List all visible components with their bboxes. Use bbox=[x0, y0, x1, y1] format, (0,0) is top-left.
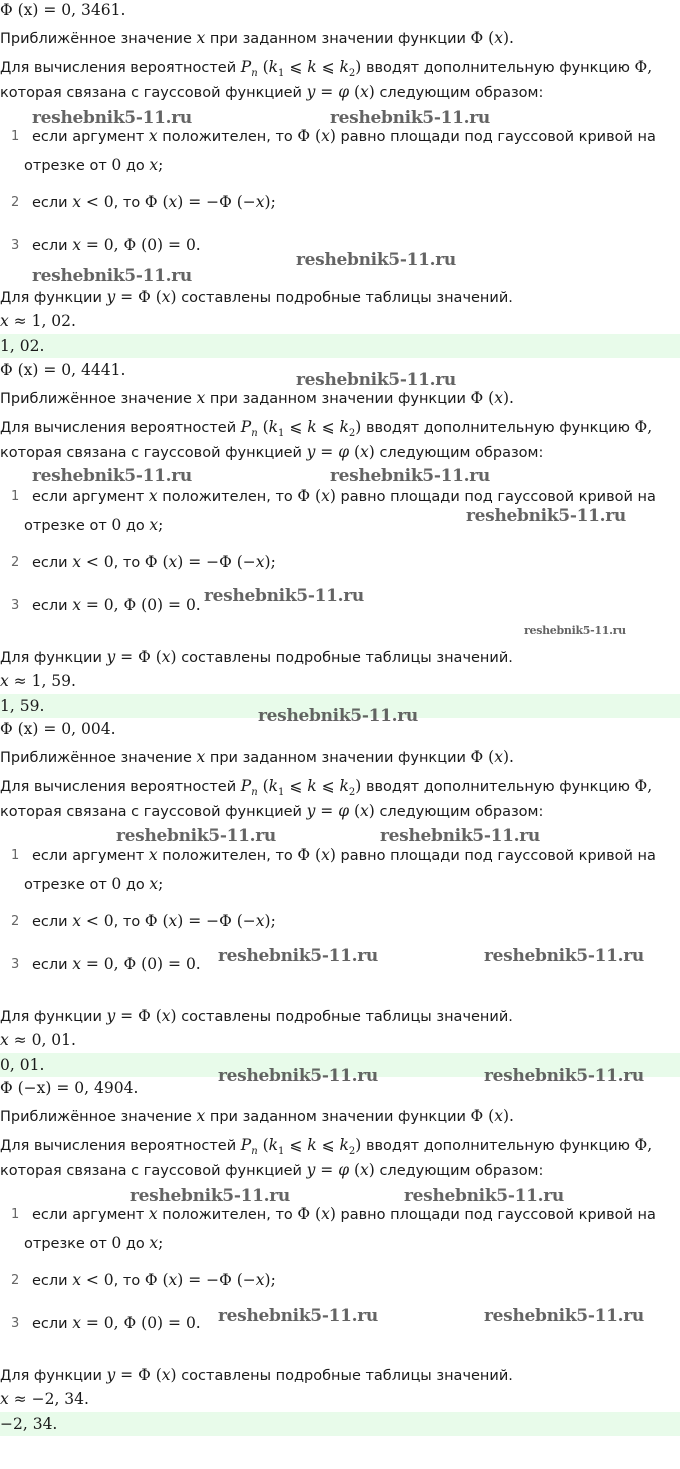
intro-line: Приближённое значение x при заданном значении функции Φ (x). bbox=[0, 389, 514, 407]
list-number: 3 bbox=[11, 238, 20, 253]
watermark: reshebnik5-11.ru bbox=[116, 826, 276, 846]
list-number: 2 bbox=[11, 555, 20, 570]
tables-line: Для функции y = Φ (x) составлены подробные таблицы значений. bbox=[0, 1007, 513, 1025]
list-item-3: если x = 0, Φ (0) = 0. bbox=[32, 236, 201, 254]
given-value-4: Φ (−x) = 0, 4904. bbox=[0, 1079, 139, 1097]
definition-line-1: Для вычисления вероятностей $P_n$ ($k_1$ ⩽ k ⩽ $k_2$) вводят дополнительную функцию Φ, bbox=[0, 58, 653, 80]
list-item-1: если аргумент x положителен, то Φ (x) равно площади под гауссовой кривой на bbox=[32, 846, 656, 864]
result-value-3: x ≈ 0, 01. bbox=[0, 1031, 76, 1049]
result-value-1: x ≈ 1, 02. bbox=[0, 312, 76, 330]
answer-1: 1, 02. bbox=[0, 334, 680, 358]
given-value-2: Φ (x) = 0, 4441. bbox=[0, 361, 126, 379]
answer-3: 0, 01. bbox=[0, 1053, 680, 1077]
watermark: reshebnik5-11.ru bbox=[330, 108, 490, 128]
list-number: 1 bbox=[11, 1207, 20, 1222]
watermark: reshebnik5-11.ru bbox=[218, 1066, 378, 1086]
list-number: 1 bbox=[11, 489, 20, 504]
list-number: 1 bbox=[11, 129, 20, 144]
intro-line: Приближённое значение x при заданном значении функции Φ (x). bbox=[0, 29, 514, 47]
watermark: reshebnik5-11.ru bbox=[484, 1066, 644, 1086]
list-item-3: если x = 0, Φ (0) = 0. bbox=[32, 596, 201, 614]
given-value-3: Φ (x) = 0, 004. bbox=[0, 720, 116, 738]
result-value-4: x ≈ −2, 34. bbox=[0, 1390, 89, 1408]
watermark: reshebnik5-11.ru bbox=[32, 108, 192, 128]
list-item-1-cont: отрезке от 0 до x; bbox=[24, 1234, 164, 1252]
list-item-3: если x = 0, Φ (0) = 0. bbox=[32, 1314, 201, 1332]
watermark: reshebnik5-11.ru bbox=[130, 1186, 290, 1206]
answer-2: 1, 59. bbox=[0, 694, 680, 718]
list-number: 2 bbox=[11, 914, 20, 929]
intro-line: Приближённое значение x при заданном значении функции Φ (x). bbox=[0, 748, 514, 766]
watermark: reshebnik5-11.ru bbox=[484, 946, 644, 966]
watermark: reshebnik5-11.ru bbox=[204, 586, 364, 606]
definition-line-2: которая связана с гауссовой функцией y = φ (x) следующим образом: bbox=[0, 802, 544, 820]
list-item-2: если x < 0, то Φ (x) = −Φ (−x); bbox=[32, 193, 276, 211]
definition-line-1: Для вычисления вероятностей $P_n$ ($k_1$ ⩽ k ⩽ $k_2$) вводят дополнительную функцию Φ, bbox=[0, 1136, 653, 1158]
list-item-1-cont: отрезке от 0 до x; bbox=[24, 156, 164, 174]
list-item-1-cont: отрезке от 0 до x; bbox=[24, 516, 164, 534]
list-number: 3 bbox=[11, 957, 20, 972]
list-number: 2 bbox=[11, 195, 20, 210]
definition-line-2: которая связана с гауссовой функцией y = φ (x) следующим образом: bbox=[0, 83, 544, 101]
list-item-1: если аргумент x положителен, то Φ (x) равно площади под гауссовой кривой на bbox=[32, 1205, 656, 1223]
list-number: 3 bbox=[11, 1316, 20, 1331]
watermark: reshebnik5-11.ru bbox=[296, 250, 456, 270]
definition-line-2: которая связана с гауссовой функцией y = φ (x) следующим образом: bbox=[0, 1161, 544, 1179]
definition-line-1: Для вычисления вероятностей $P_n$ ($k_1$ ⩽ k ⩽ $k_2$) вводят дополнительную функцию Φ, bbox=[0, 777, 653, 799]
list-item-1-cont: отрезке от 0 до x; bbox=[24, 875, 164, 893]
watermark: reshebnik5-11.ru bbox=[296, 370, 456, 390]
list-item-1: если аргумент x положителен, то Φ (x) равно площади под гауссовой кривой на bbox=[32, 487, 656, 505]
definition-line-1: Для вычисления вероятностей $P_n$ ($k_1$ ⩽ k ⩽ $k_2$) вводят дополнительную функцию Φ, bbox=[0, 418, 653, 440]
watermark: reshebnik5-11.ru bbox=[484, 1306, 644, 1326]
result-value-2: x ≈ 1, 59. bbox=[0, 672, 76, 690]
tables-line: Для функции y = Φ (x) составлены подробные таблицы значений. bbox=[0, 288, 513, 306]
tables-line: Для функции y = Φ (x) составлены подробные таблицы значений. bbox=[0, 648, 513, 666]
watermark: reshebnik5-11.ru bbox=[380, 826, 540, 846]
list-number: 1 bbox=[11, 848, 20, 863]
list-number: 2 bbox=[11, 1273, 20, 1288]
list-item-2: если x < 0, то Φ (x) = −Φ (−x); bbox=[32, 1271, 276, 1289]
list-item-2: если x < 0, то Φ (x) = −Φ (−x); bbox=[32, 553, 276, 571]
list-item-3: если x = 0, Φ (0) = 0. bbox=[32, 955, 201, 973]
list-item-1: если аргумент x положителен, то Φ (x) равно площади под гауссовой кривой на bbox=[32, 127, 656, 145]
answer-4: −2, 34. bbox=[0, 1412, 680, 1436]
watermark: reshebnik5-11.ru bbox=[32, 266, 192, 286]
watermark: reshebnik5-11.ru bbox=[330, 466, 490, 486]
list-item-2: если x < 0, то Φ (x) = −Φ (−x); bbox=[32, 912, 276, 930]
list-number: 3 bbox=[11, 598, 20, 613]
watermark: reshebnik5-11.ru bbox=[218, 946, 378, 966]
intro-line: Приближённое значение x при заданном значении функции Φ (x). bbox=[0, 1107, 514, 1125]
tables-line: Для функции y = Φ (x) составлены подробные таблицы значений. bbox=[0, 1366, 513, 1384]
given-value-1: Φ (x) = 0, 3461. bbox=[0, 1, 126, 19]
watermark: reshebnik5-11.ru bbox=[466, 506, 626, 526]
watermark: reshebnik5-11.ru bbox=[404, 1186, 564, 1206]
watermark: reshebnik5-11.ru bbox=[524, 624, 626, 637]
definition-line-2: которая связана с гауссовой функцией y = φ (x) следующим образом: bbox=[0, 443, 544, 461]
watermark: reshebnik5-11.ru bbox=[32, 466, 192, 486]
watermark: reshebnik5-11.ru bbox=[258, 706, 418, 726]
watermark: reshebnik5-11.ru bbox=[218, 1306, 378, 1326]
